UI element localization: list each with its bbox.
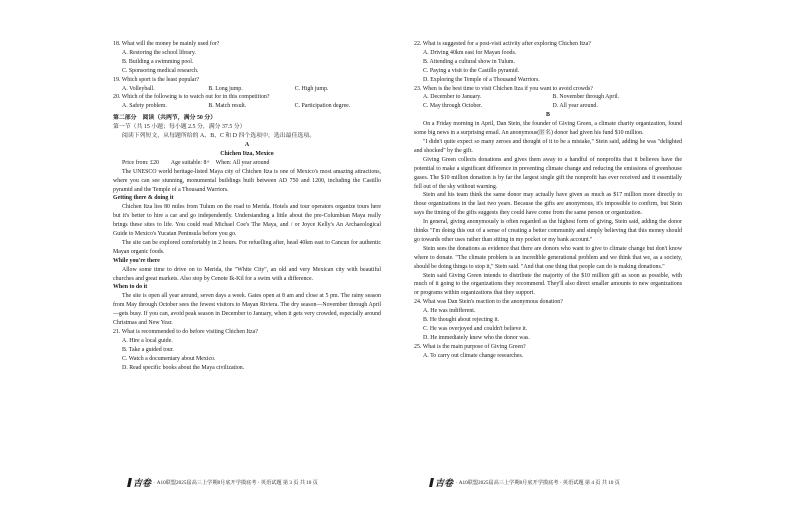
footer-logo: 吉卷 [435, 478, 454, 488]
option-23c: C. May through October. [423, 103, 483, 110]
footer-left-text: · A10联盟2025届高三上学期8月底开学摸底考 · 英语试题 第 3 页 共 10 页 [154, 480, 318, 486]
option-20c: C. Participation degree. [294, 103, 351, 110]
footer-right [430, 476, 620, 489]
option-24d: D. He immediately knew who the donor was. [423, 334, 530, 341]
option-23a: A. December to January. [423, 94, 482, 101]
left-column [113, 40, 381, 373]
passage-b-letter: B [546, 112, 550, 119]
option-20b: B. Match result. [208, 103, 247, 110]
option-21a: A. Hire a local guide. [122, 337, 173, 344]
passage-a-title: Chichen Itza, Mexico [220, 150, 274, 157]
option-21d: D. Read specific books about the Maya civilization. [122, 364, 245, 371]
option-24c: C. He was overjoyed and couldn't believe it. [423, 326, 528, 332]
option-23b: B. November through April. [552, 94, 620, 101]
option-23d: D. All year around. [552, 103, 598, 110]
question-24: 24. What was Dan Stein's reaction to the anonymous donation? [414, 299, 563, 306]
passage-a-para-2: Chichen Itza lies 80 miles from Tulum on the road to Merida. Hotels and tour operators organize tours here but it's better to hire a car and go independently. Understanding a little about the pre-Columbian Maya really brings these sites to life. You could read Michael Coe's The Maya, and / or Joyce Kelly's An Archaeological Guide to Mexico's Yucatan Peninsula before you go. [113, 204, 381, 238]
passage-b-para-1: On a Friday morning in April, Dan Stein, the founder of Giving Green, a climate charity organization, found some big news in a surprising email. An anonymous(匿名) donor had given his fund $10 million. [414, 121, 682, 137]
passage-b-para-4: Stein and his team think the same donor may actually have given as much as $17 million more directly to those organizations in the last two years. Because the gifts are anonymous, it's impossible to confirm, but Stein says the timing of the gifts suggests they could have come from the same person or organization. [414, 192, 682, 217]
heading-when-to-do: When to do it [113, 284, 148, 291]
brand-mark-icon [127, 478, 132, 487]
option-22b: B. Attending a cultural show in Tulum. [423, 58, 515, 65]
passage-b-para-6: Stein sees the donations as evidence that there are donors who want to give to climate change but don't know where to donate. "The climate problem is an incredible generational problem and we think that we, as a society, should be doing things to stop it," Stein said. "And that one thing that people can do is making donations." [414, 245, 682, 270]
option-22a: A. Driving 40km east for Mayan foods. [423, 49, 517, 56]
options-23-row-2 [414, 102, 682, 111]
footer-left [128, 476, 318, 489]
option-22c: C. Paying a visit to the Castillo pyramid. [423, 67, 520, 74]
section-2-part-1: 第一节（共 15 小题；每小题 2.5 分，满分 37.5 分） [113, 124, 246, 131]
question-20: 20. Which of the following is to watch out for in this competition? [113, 94, 270, 101]
question-21: 21. What is recommended to do before visiting Chichen Itza? [113, 329, 258, 335]
passage-b-para-5: In general, giving anonymously is often regarded as the highest form of giving, Stein said, adding the donor thinks "I'm doing this out of a sense of creating a better community and simply believing that this money should go towards other uses rather than sitting in my pocket or my bank account." [414, 219, 682, 243]
passage-a-para-1: The UNESCO world heritage-listed Maya city of Chichen Itza is one of Mexico's most amazing attractions, where you can see stunning, monumental buildings built between AD 750 and 1200, including the Castillo pyramid and the Temple of a Thousand Warriors. [113, 168, 381, 193]
passage-b-para-3: Giving Green collects donations and gives them away to a handful of nonprofits that it believes have the potential to make a significant difference in preventing climate change and reducing the emissions of greenhouse gases. The $10 million donation is by far the largest single gift the nonprofit has ever received and it essentially fell out of the sky without warning. [414, 156, 682, 190]
section-2-instructions: 阅读下列短文，从每题所给的 A、B、C 和 D 四个选项中，选出最佳选项。 [122, 133, 316, 140]
option-21c: C. Watch a documentary about Mexico. [122, 355, 216, 362]
heading-getting-there: Getting there & doing it [113, 195, 174, 202]
passage-a-para-4: Allow some time to drive on to Merida, the "White City", an old and very Mexican city with beautiful churches and great markets. Also stop by Cenote Ik-Kil for a swim with a difference. [113, 266, 381, 282]
passage-a-para-3: The site can be explored comfortably in 2 hours. For refuelling after, head 40km east to Cancun for authentic Mayan organic foods. [113, 239, 381, 255]
passage-b-para-2: "I didn't quite expect so many zeroes and thought of it to be a mistake," Stein said, adding he was "delighted and shocked" by the gift. [414, 138, 682, 154]
question-22: 22. What is suggested for a post-visit activity after exploring Chichen Itza? [414, 41, 591, 47]
footer-right-text: · A10联盟2025届高三上学期8月底开学摸底考 · 英语试题 第 4 页 共 10 页 [456, 480, 620, 486]
passage-b-para-7: Stein said Giving Green intends to distribute the majority of the $10 million gift as soon as possible, with much of it going to the organizations they recommend. They'll also direct smaller amounts to new organizations or programs within organizations that they support. [414, 272, 682, 297]
option-19b: B. Long jump. [208, 85, 243, 92]
passage-a-para-5: The site is open all year around, seven days a week. Gates open at 8 am and close at 5 pm. The rainy season from May through October sees the fewest visitors to Mayan Riviera. The dry season—November through April—gets busy. If you can, avoid peak season in December to January, when it gets very crowded, especially around Christmas and New Year. [113, 293, 381, 327]
option-18b: B. Building a swimming pool. [122, 58, 194, 65]
option-19c: C. High jump. [294, 85, 329, 92]
passage-a-letter: A [244, 141, 250, 148]
brand-mark-icon [429, 478, 434, 487]
footer-logo: 吉卷 [133, 478, 152, 488]
question-23: 23. When is the best time to visit Chichen Itza if you want to avoid crowds? [414, 85, 593, 92]
option-18c: C. Sponsoring medical research. [122, 67, 199, 74]
question-18: 18. What will the money be mainly used for? [113, 41, 220, 47]
option-20a: A. Safety problem. [122, 103, 167, 110]
options-23-row-1 [414, 93, 682, 102]
passage-a-meta: Price from: £20 Age suitable: 8+ When: All year around [122, 159, 270, 166]
option-24b: B. He thought about rejecting it. [423, 317, 500, 324]
options-19 [113, 85, 381, 94]
option-21b: B. Take a guided tour. [122, 346, 174, 353]
section-2-heading: 第二部分 阅读（共两节，满分 50 分） [113, 115, 217, 122]
option-25a: A. To carry out climate change researches. [423, 352, 524, 359]
question-25: 25. What is the main purpose of Giving Green? [414, 343, 526, 350]
option-22d: D. Exploring the Temple of a Thousand Warriors. [423, 76, 540, 83]
option-18a: A. Restoring the school library. [122, 49, 196, 56]
options-20 [113, 102, 381, 111]
option-24a: A. He was indifferent. [423, 308, 476, 315]
heading-while-there: While you're there [113, 257, 160, 264]
question-19: 19. Which sport is the least popular? [113, 76, 200, 83]
option-19a: A. Volleyball. [122, 85, 155, 92]
right-column [414, 40, 682, 361]
